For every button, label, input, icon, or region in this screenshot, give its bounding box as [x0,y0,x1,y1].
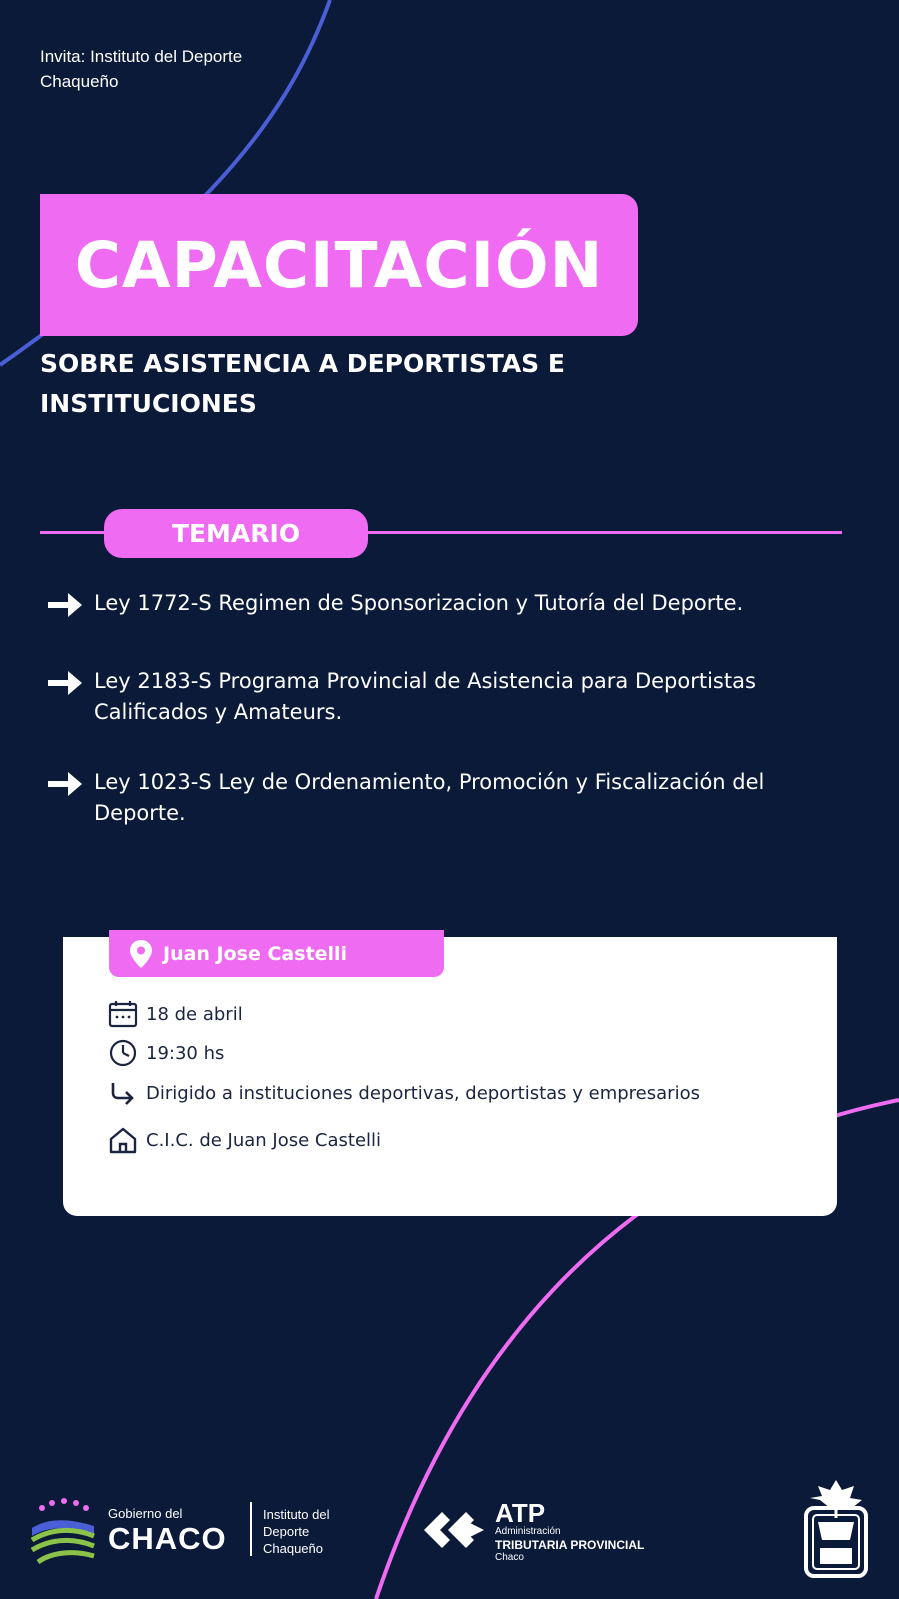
topic-item [46,666,846,728]
temario-badge [104,509,368,558]
redirect-arrow-icon [108,1079,138,1107]
topic-text: Ley 2183-S Programa Provincial de Asistencia para Deportistas Calificados y Amateurs. [94,669,756,724]
topic-text: Ley 1772-S Regimen de Sponsorizacion y Tutoría del Deporte. [94,591,744,615]
atp-line2: TRIBUTARIA PROVINCIAL [495,1538,645,1552]
instituto-wordmark: Instituto del Deporte Chaqueño [263,1507,330,1556]
location-pin-icon [129,939,153,969]
arrow-right-icon [46,668,84,698]
atp-wordmark [495,1500,644,1564]
gobierno-wordmark [108,1506,227,1557]
event-date-text: 18 de abril [146,1003,243,1025]
event-time-text: 19:30 hs [146,1042,225,1064]
clock-icon [108,1039,138,1067]
topic-item [46,767,846,829]
event-card [63,937,837,1216]
atp-big-text: ATP [495,1498,546,1528]
page-title: CAPACITACIÓN [74,228,604,302]
gobierno-chaco-logo-icon [28,1498,100,1564]
arrow-right-icon [46,590,84,620]
logo-separator [250,1502,252,1556]
location-title: Juan Jose Castelli [163,942,348,965]
municipal-seal-icon [800,1478,872,1580]
invita-text: Invita: Instituto del Deporte Chaqueño [40,47,243,91]
event-audience [108,1079,700,1107]
event-venue [108,1126,381,1154]
gobierno-big-text: CHACO [108,1521,227,1556]
gobierno-small-text: Gobierno del [108,1506,183,1521]
calendar-icon [108,1000,138,1028]
atp-line1: Administración [495,1526,561,1537]
event-audience-text: Dirigido a instituciones deportivas, deportistas y empresarios [146,1082,700,1104]
title-banner [40,194,638,336]
topic-text: Ley 1023-S Ley de Ordenamiento, Promoción y Fiscalización del Deporte. [94,770,765,825]
footer-logos [0,1470,899,1590]
page-subtitle: SOBRE ASISTENCIA A DEPORTISTAS E INSTITUCIONES [40,349,565,418]
location-badge [109,930,444,977]
home-icon [108,1126,138,1154]
atp-logo-icon [420,1500,488,1560]
temario-label: TEMARIO [171,519,301,548]
topic-item [46,588,846,620]
event-date [108,1000,243,1028]
event-venue-text: C.I.C. de Juan Jose Castelli [146,1129,382,1151]
event-time [108,1039,224,1067]
atp-line3: Chaco [495,1552,524,1563]
arrow-right-icon [46,769,84,799]
